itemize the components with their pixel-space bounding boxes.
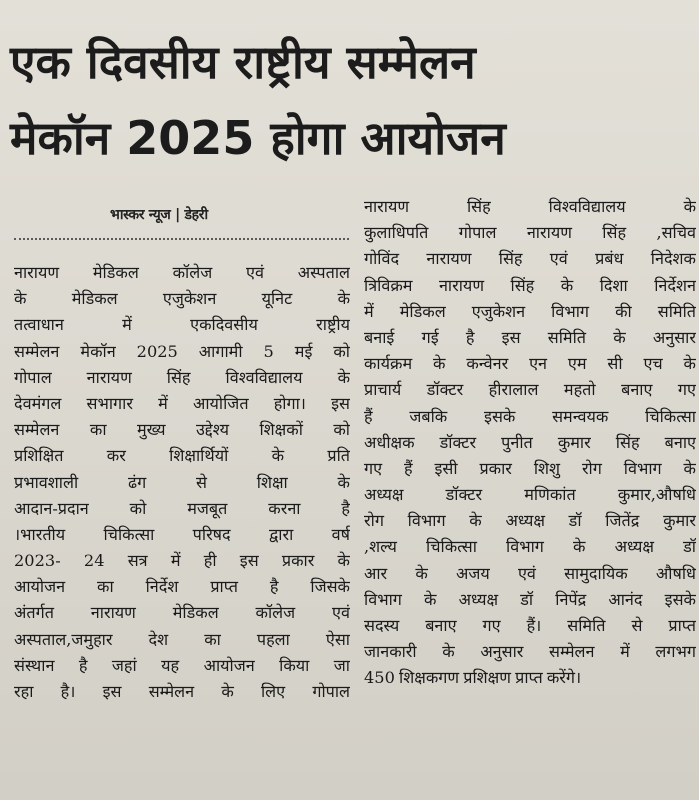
article-line: आर के अजय एवं सामुदायिक औषधि <box>364 563 696 583</box>
article-line: सम्मेलन का मुख्य उद्देश्य शिक्षकों को <box>14 420 350 440</box>
article-line: सदस्य बनाए गए हैं। समिति से प्राप्त <box>364 616 696 635</box>
article-line: नारायण सिंह विश्वविद्यालय के <box>364 197 696 216</box>
article-line: 450 शिक्षकगण प्रशिक्षण प्राप्त करेंगे। <box>364 668 582 688</box>
article-line: रहा है। इस सम्मेलन के लिए गोपाल <box>14 682 350 701</box>
article-line: अस्पताल,जमुहार देश का पहला ऐसा <box>14 629 350 649</box>
article-line: त्रिविक्रम नारायण सिंह के दिशा निर्देशन <box>364 275 696 295</box>
article-line: देवमंगल सभागार में आयोजित होगा। इस <box>14 393 350 413</box>
article-line: प्राचार्य डॉक्टर हीरालाल महतो बनाए गए <box>364 380 696 400</box>
article-line: आयोजन का निर्देश प्राप्त है जिसके <box>14 577 350 597</box>
article-line: नारायण मेडिकल कॉलेज एवं अस्पताल <box>14 263 350 282</box>
article-line: सम्मेलन मेकॉन 2025 आगामी 5 मई को <box>14 341 350 361</box>
article-line: गोपाल नारायण सिंह विश्वविद्यालय के <box>14 367 350 387</box>
article-line: गोविंद नारायण सिंह एवं प्रबंध निदेशक <box>364 249 696 269</box>
article-line: तत्वाधान में एकदिवसीय राष्ट्रीय <box>14 315 350 335</box>
headline <box>10 35 690 166</box>
article-line: रोग विभाग के अध्यक्ष डॉ जितेंद्र कुमार <box>364 511 696 531</box>
headline-line-2: मेकॉन 2025 होगा आयोजन <box>10 111 506 166</box>
byline-divider <box>14 238 349 240</box>
article-line: आदान-प्रदान को मजबूत करना है <box>14 498 350 518</box>
article-column-left <box>14 260 350 705</box>
article-line: गए हैं इसी प्रकार शिशु रोग विभाग के <box>364 458 696 478</box>
article-line: कुलाधिपति गोपाल नारायण सिंह ,सचिव <box>364 223 696 243</box>
article-line: के मेडिकल एजुकेशन यूनिट के <box>14 289 350 309</box>
headline-line-1: एक दिवसीय राष्ट्रीय सम्मेलन <box>10 35 476 90</box>
article-line: अधीक्षक डॉक्टर पुनीत कुमार सिंह बनाए <box>364 432 696 452</box>
article-column-right <box>364 194 696 692</box>
article-line: संस्थान है जहां यह आयोजन किया जा <box>14 655 350 675</box>
article-line: 2023- 24 सत्र में ही इस प्रकार के <box>14 551 350 571</box>
article-line: में मेडिकल एजुकेशन विभाग की समिति <box>364 301 696 321</box>
article-line: जानकारी के अनुसार सम्मेलन में लगभग <box>364 642 696 662</box>
article-line: बनाई गई है इस समिति के अनुसार <box>364 327 696 347</box>
article-line: विभाग के अध्यक्ष डॉ निपेंद्र आनंद इसके <box>364 589 696 609</box>
article-line: ।भारतीय चिकित्सा परिषद द्वारा वर्ष <box>14 524 350 544</box>
article-line: ,शल्य चिकित्सा विभाग के अध्यक्ष डॉ <box>364 537 696 557</box>
article-line: अंतर्गत नारायण मेडिकल कॉलेज एवं <box>14 603 350 623</box>
article-line: प्रभावशाली ढंग से शिक्षा के <box>14 472 350 492</box>
byline: भास्कर न्यूज | डेहरी <box>110 207 208 223</box>
article-line: कार्यक्रम के कन्वेनर एन एम सी एच के <box>364 354 696 374</box>
article-line: प्रशिक्षित कर शिक्षार्थियों के प्रति <box>14 446 350 466</box>
article-line: अध्यक्ष डॉक्टर मणिकांत कुमार,औषधि <box>364 485 696 505</box>
article-line: हैं जबकि इसके समन्वयक चिकित्सा <box>364 406 696 426</box>
